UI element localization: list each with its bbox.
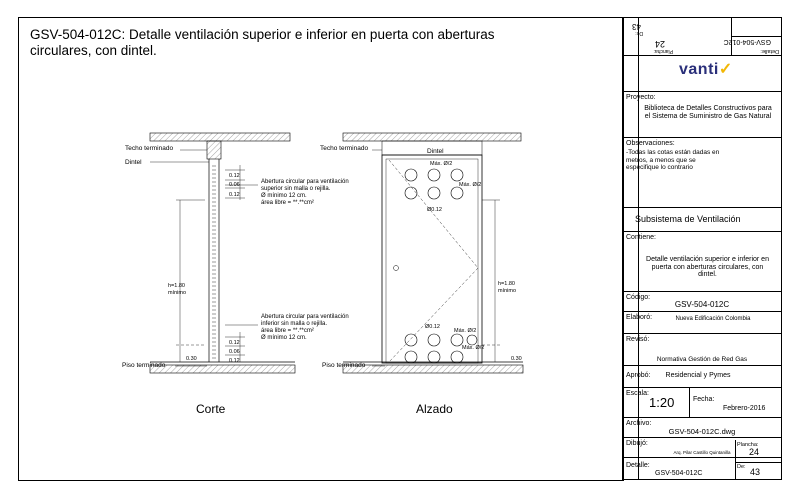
alzado-h-min-label: mínimo xyxy=(498,288,517,294)
rot-code: GSV-504-012C xyxy=(723,38,771,45)
observaciones-label: Observaciones: xyxy=(626,140,675,147)
corte-h-label: h=1.80 xyxy=(168,283,185,289)
alzado-top-vents xyxy=(405,169,463,199)
rot-total: 43 xyxy=(632,22,641,31)
escala-label: Escala: xyxy=(626,390,649,397)
aprobo-label: Aprobó: xyxy=(626,372,651,379)
codigo-label: Código: xyxy=(626,294,651,301)
corte-dintel-label: Dintel xyxy=(125,159,142,166)
aprobo-cell xyxy=(623,366,781,388)
escala-value: 1:20 xyxy=(649,395,675,410)
corte-abertura-inf-3: área libre = **.**cm² xyxy=(261,328,314,334)
corte-abertura-sup-4: área libre = **.**cm² xyxy=(261,200,314,206)
contiene-label: Contiene: xyxy=(626,234,656,241)
corte-dim-006b: 0.06 xyxy=(229,349,240,355)
elaboro-cell xyxy=(623,312,781,334)
detalle-value: GSV-504-012C xyxy=(655,470,703,477)
contiene-cell xyxy=(623,232,781,292)
archivo-cell xyxy=(623,418,781,438)
corte-abertura-inf-4: Ø mínimo 12 cm. xyxy=(261,335,307,341)
alzado-max-right-top: Máx. Ø/2 xyxy=(459,182,482,188)
codigo-value: GSV-504-012C xyxy=(674,300,730,309)
observaciones-cell xyxy=(623,138,781,208)
corte-section xyxy=(122,133,349,416)
corte-abertura-sup-1: Abertura circular para ventilación xyxy=(261,179,349,185)
alzado-dintel-label: Dintel xyxy=(427,148,444,155)
corte-abertura-inf-2: inferior sin malla o rejilla. xyxy=(261,321,328,327)
rot-plancha-num: 24 xyxy=(654,39,665,49)
archivo-value: GSV-504-012C.dwg xyxy=(668,427,736,436)
corte-dintel xyxy=(207,141,221,159)
fecha-label: Fecha: xyxy=(693,396,715,403)
corte-piso-label: Piso terminado xyxy=(122,362,166,369)
alzado-view-title: Alzado xyxy=(416,402,453,416)
alzado-piso-label: Piso terminado xyxy=(322,362,366,369)
corte-abertura-sup-2: superior sin malla o rejilla. xyxy=(261,186,331,192)
alzado-h-label: h=1.80 xyxy=(498,281,515,287)
alzado-max-top: Máx. Ø/2 xyxy=(430,161,453,167)
reviso-value: Normativa Gestión de Red Gas xyxy=(656,356,748,363)
aprobo-value: Residencial y Pymes xyxy=(665,372,731,379)
vanti-logo: vanti✓ xyxy=(679,61,733,78)
corte-dim-012a: 0.12 xyxy=(229,173,240,179)
alzado-dim-030: 0.30 xyxy=(511,356,522,362)
proyecto-cell xyxy=(623,92,781,138)
elaboro-value: Nueva Edificación Colombia xyxy=(675,316,751,322)
alzado-diam-top: Ø0.12 xyxy=(427,207,442,213)
rot-detalle-label: Detalle: xyxy=(760,48,779,54)
corte-view-title: Corte xyxy=(196,402,226,416)
de-value: 43 xyxy=(750,467,761,477)
archivo-label: Archivo: xyxy=(626,420,652,427)
corte-techo-label: Techo terminado xyxy=(125,145,174,152)
contiene-value: Detalle ventilación superior e inferior en puerta con aberturas circulares, con dintel. xyxy=(646,256,769,278)
corte-dim-012b: 0.12 xyxy=(229,192,240,198)
dibujo-value: Arq. Pilar Castillo Quintanilla xyxy=(673,450,731,455)
codigo-cell xyxy=(623,292,781,312)
alzado-techo-label: Techo terminado xyxy=(320,145,369,152)
sheet-heading: GSV-504-012C: Detalle ventilación superior e inferior en puerta con aberturas circulares, con dintel. xyxy=(30,27,495,58)
escala-fecha-cell xyxy=(623,388,781,418)
detalle-label: Detalle: xyxy=(626,462,650,469)
logo-cell xyxy=(623,56,781,92)
rot-de-label: De: xyxy=(635,30,643,36)
proyecto-label: Proyecto: xyxy=(626,94,656,101)
proyecto-value: Biblioteca de Detalles Constructivos para el Sistema de Suministro de Gas Natural xyxy=(644,105,772,120)
corte-ceiling-slab xyxy=(150,133,290,141)
reviso-label: Revisó: xyxy=(626,336,650,343)
corte-dim-012d: 0.12 xyxy=(229,358,240,364)
subsistema-cell xyxy=(623,208,781,232)
reviso-cell xyxy=(623,334,781,366)
corte-h-min-label: mínimo xyxy=(168,290,187,296)
alzado-diam-bottom: Ø0.12 xyxy=(425,324,440,330)
corte-abertura-sup-3: Ø mínimo 12 cm. xyxy=(261,193,307,199)
alzado-elevation xyxy=(320,133,523,416)
alzado-ceiling-slab xyxy=(343,133,521,141)
dibujo-label: Dibujó: xyxy=(626,440,648,447)
observaciones-value: -Todas las cotas están dadas en metros, a menos que se especifique lo contrario xyxy=(626,149,720,171)
corte-abertura-inf-1: Abertura circular para ventilación xyxy=(261,314,349,320)
plancha-value: 24 xyxy=(749,447,760,457)
plancha-label: Plancha: xyxy=(737,442,759,448)
subsistema-value: Subsistema de Ventilación xyxy=(635,214,741,224)
de-label: De: xyxy=(737,464,746,470)
fecha-value: Febrero-2016 xyxy=(723,405,766,412)
corte-floor-slab xyxy=(150,365,295,373)
rotated-header xyxy=(623,18,781,56)
corte-dim-006a: 0.06 xyxy=(229,182,240,188)
elaboro-label: Elaboró: xyxy=(626,314,653,321)
rot-plancha-label: Plancha: xyxy=(653,48,673,54)
corte-dim-030: 0.30 xyxy=(186,356,197,362)
alzado-max-bottom-1: Máx. Ø/2 xyxy=(454,328,477,334)
alzado-max-bottom-2: Máx. Ø/2 xyxy=(462,345,485,351)
corte-dim-012c: 0.12 xyxy=(229,340,240,346)
alzado-floor-slab xyxy=(343,365,523,373)
title-block xyxy=(622,17,782,480)
